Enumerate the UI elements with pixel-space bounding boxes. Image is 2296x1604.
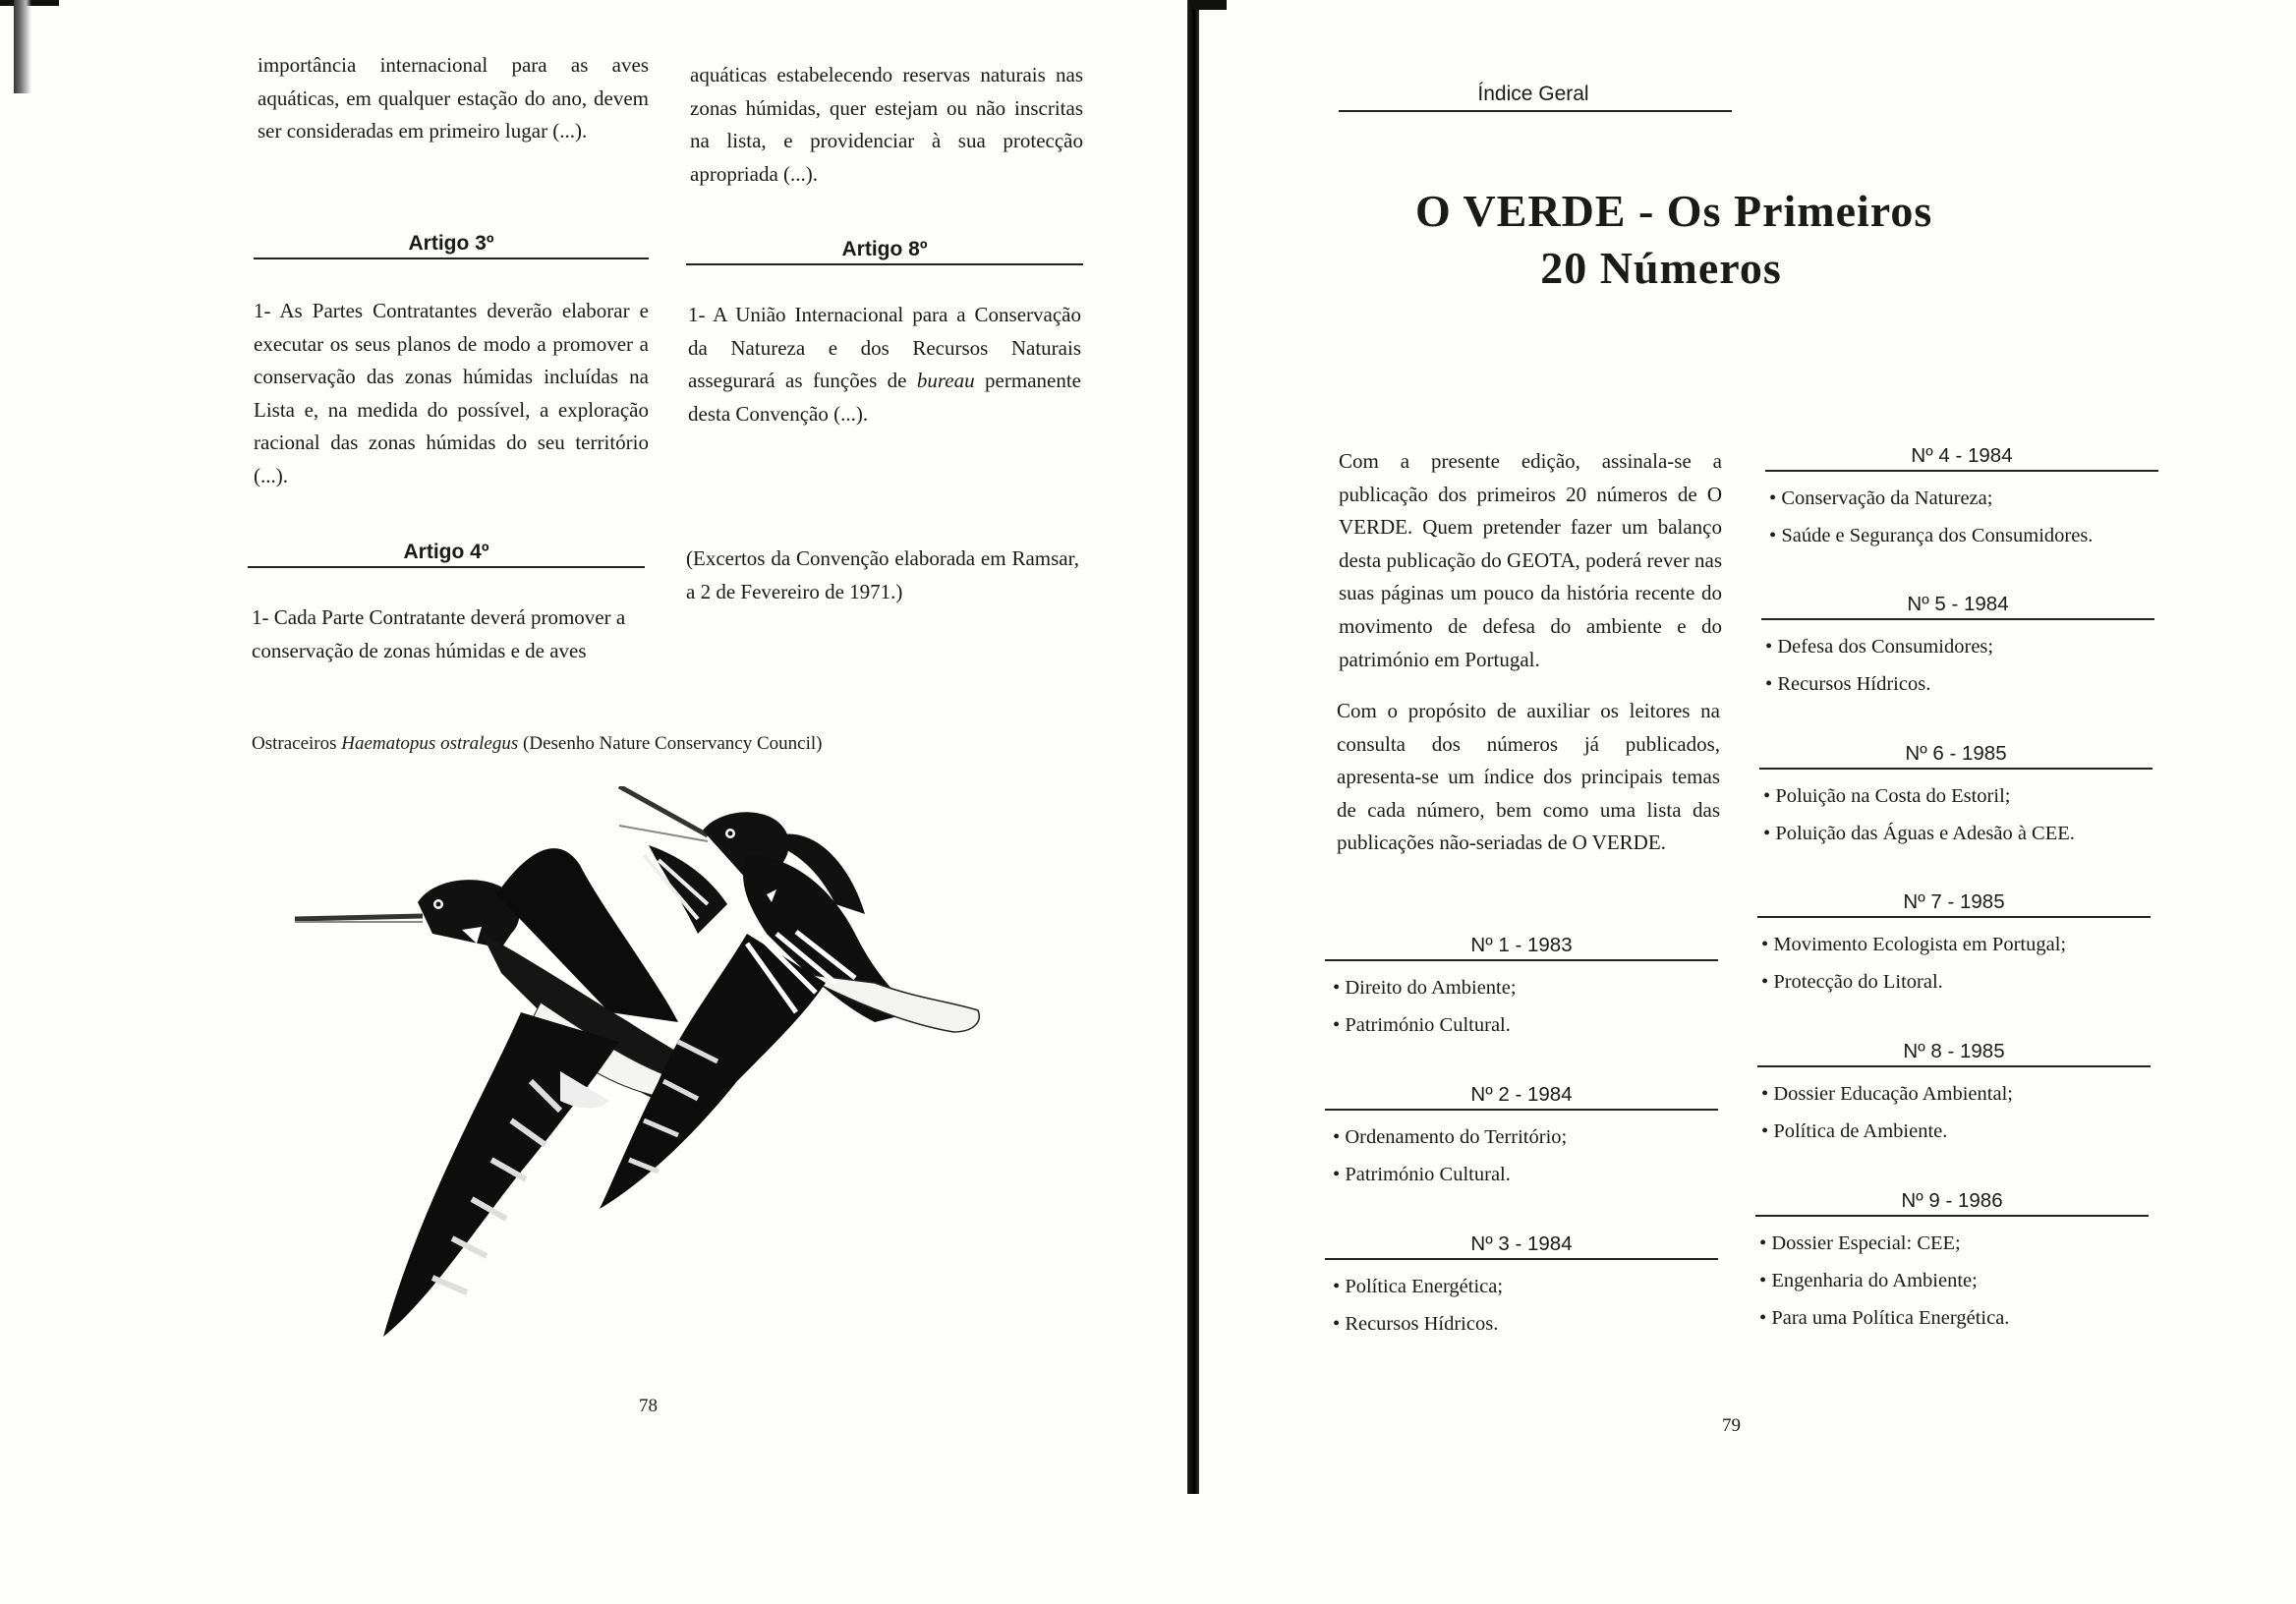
list-item: • Saúde e Segurança dos Consumidores. <box>1769 517 2158 554</box>
issue-topics <box>1765 480 2158 554</box>
list-item: • Conservação da Natureza; <box>1769 480 2158 517</box>
issue-topics <box>1757 1075 2151 1150</box>
list-item: • Para uma Política Energética. <box>1759 1299 2149 1337</box>
issue-block <box>1765 444 2158 554</box>
list-item: • Protecção do Litoral. <box>1761 963 2151 1001</box>
left-col2-top-text: aquáticas estabelecendo reservas naturais nas zonas húmidas, quer estejam ou não inscritas na lista, e providenciar à sua protecção apropriada (...). <box>690 63 1083 186</box>
list-item: • Movimento Ecologista em Portugal; <box>1761 926 2151 963</box>
caption-prefix: Ostraceiros <box>252 733 342 754</box>
index-label-rule <box>1339 110 1732 112</box>
issue-heading: Nº 2 - 1984 <box>1325 1083 1718 1111</box>
list-item: • Recursos Hídricos. <box>1333 1305 1718 1343</box>
issue-topics <box>1759 777 2152 852</box>
list-item: • Defesa dos Consumidores; <box>1765 628 2154 665</box>
list-item: • Património Cultural. <box>1333 1156 1718 1193</box>
index-label: Índice Geral <box>1477 83 1589 105</box>
list-item: • Poluição das Águas e Adesão à CEE. <box>1763 815 2152 852</box>
oystercatcher-illustration <box>285 786 1052 1376</box>
binding-mark <box>14 0 31 93</box>
list-item: • Direito do Ambiente; <box>1333 969 1718 1006</box>
main-title-line2: 20 Números <box>1540 243 1782 293</box>
intro-paragraph-1: Com a presente edição, assinala-se a publicação dos primeiros 20 números de O VERDE. Quem pretender fazer um balanço desta publicação do GEOTA, poderá rever nas suas páginas um pouco da história recente do movimento de defesa do ambiente e do património em Portugal. <box>1339 449 1722 671</box>
right-page-number: 79 <box>1722 1415 1741 1436</box>
artigo4-heading: Artigo 4º <box>248 541 645 568</box>
issue-block <box>1325 1083 1718 1193</box>
illustration-caption <box>252 733 940 755</box>
main-title-line1: O VERDE - Os Primeiros <box>1415 186 1933 236</box>
issue-heading: Nº 8 - 1985 <box>1757 1040 2151 1067</box>
issue-topics <box>1325 969 1718 1044</box>
artigo8-text-after: permanente desta Convenção (...). <box>688 369 1081 426</box>
artigo8-text <box>688 299 1081 430</box>
list-item: • Dossier Educação Ambiental; <box>1761 1075 2151 1113</box>
issue-block <box>1761 593 2154 703</box>
page-gutter-top <box>1189 0 1227 10</box>
left-col1-top-text: importância internacional para as aves aquáticas, em qualquer estação do ano, devem ser consideradas em primeiro lugar (...). <box>258 53 649 143</box>
list-item: • Engenharia do Ambiente; <box>1759 1262 2149 1299</box>
list-item: • Dossier Especial: CEE; <box>1759 1225 2149 1262</box>
artigo8-heading-text: Artigo 8º <box>841 238 928 260</box>
issue-topics <box>1755 1225 2149 1337</box>
issue-heading: Nº 1 - 1983 <box>1325 934 1718 961</box>
list-item: • Património Cultural. <box>1333 1006 1718 1044</box>
issue-block <box>1325 934 1718 1044</box>
main-title <box>1415 183 1933 297</box>
issue-heading: Nº 9 - 1986 <box>1755 1189 2149 1217</box>
intro-paragraph-2: Com o propósito de auxiliar os leitores na consulta dos números já publicados, apresenta-se um índice dos principais temas de cada número, bem como uma lista das publicações não-seriadas de O VERDE. <box>1337 699 1720 855</box>
left-page-number: 78 <box>639 1396 658 1416</box>
issue-topics <box>1761 628 2154 703</box>
excerpt-note: (Excertos da Convenção elaborada em Ramsar, a 2 de Fevereiro de 1971.) <box>686 546 1079 603</box>
artigo3-heading: Artigo 3º <box>254 232 649 259</box>
artigo4-text: 1- Cada Parte Contratante deverá promover a conservação de zonas húmidas e de aves <box>252 605 626 662</box>
issue-heading: Nº 6 - 1985 <box>1759 742 2152 770</box>
issue-block <box>1757 1040 2151 1150</box>
issue-topics <box>1325 1268 1718 1343</box>
issue-topics <box>1325 1118 1718 1193</box>
list-item: • Ordenamento do Território; <box>1333 1118 1718 1156</box>
list-item: • Recursos Hídricos. <box>1765 665 2154 703</box>
issue-heading: Nº 7 - 1985 <box>1757 890 2151 918</box>
page-gutter <box>1187 0 1199 1494</box>
list-item: • Poluição na Costa do Estoril; <box>1763 777 2152 815</box>
artigo8-text-before: 1- A União Internacional para a Conservação da Natureza e dos Recursos Naturais assegurará as funções de <box>688 303 1081 393</box>
caption-suffix: (Desenho Nature Conservancy Council) <box>518 733 823 754</box>
issue-heading: Nº 4 - 1984 <box>1765 444 2158 472</box>
artigo3-text: 1- As Partes Contratantes deverão elaborar e executar os seus planos de modo a promover a conservação das zonas húmidas incluídas na Lista e, na medida do possível, a exploração racional das zonas húmidas do seu território (...). <box>254 299 649 487</box>
issue-heading: Nº 5 - 1984 <box>1761 593 2154 620</box>
list-item: • Política Energética; <box>1333 1268 1718 1305</box>
caption-species: Haematopus ostralegus <box>341 733 519 754</box>
issue-block <box>1325 1232 1718 1343</box>
issue-block <box>1755 1189 2149 1337</box>
issue-block <box>1759 742 2152 852</box>
issue-heading: Nº 3 - 1984 <box>1325 1232 1718 1260</box>
issue-topics <box>1757 926 2151 1001</box>
artigo8-italic: bureau <box>916 369 975 393</box>
list-item: • Política de Ambiente. <box>1761 1113 2151 1150</box>
issue-block <box>1757 890 2151 1001</box>
artigo8-heading <box>686 238 1083 265</box>
